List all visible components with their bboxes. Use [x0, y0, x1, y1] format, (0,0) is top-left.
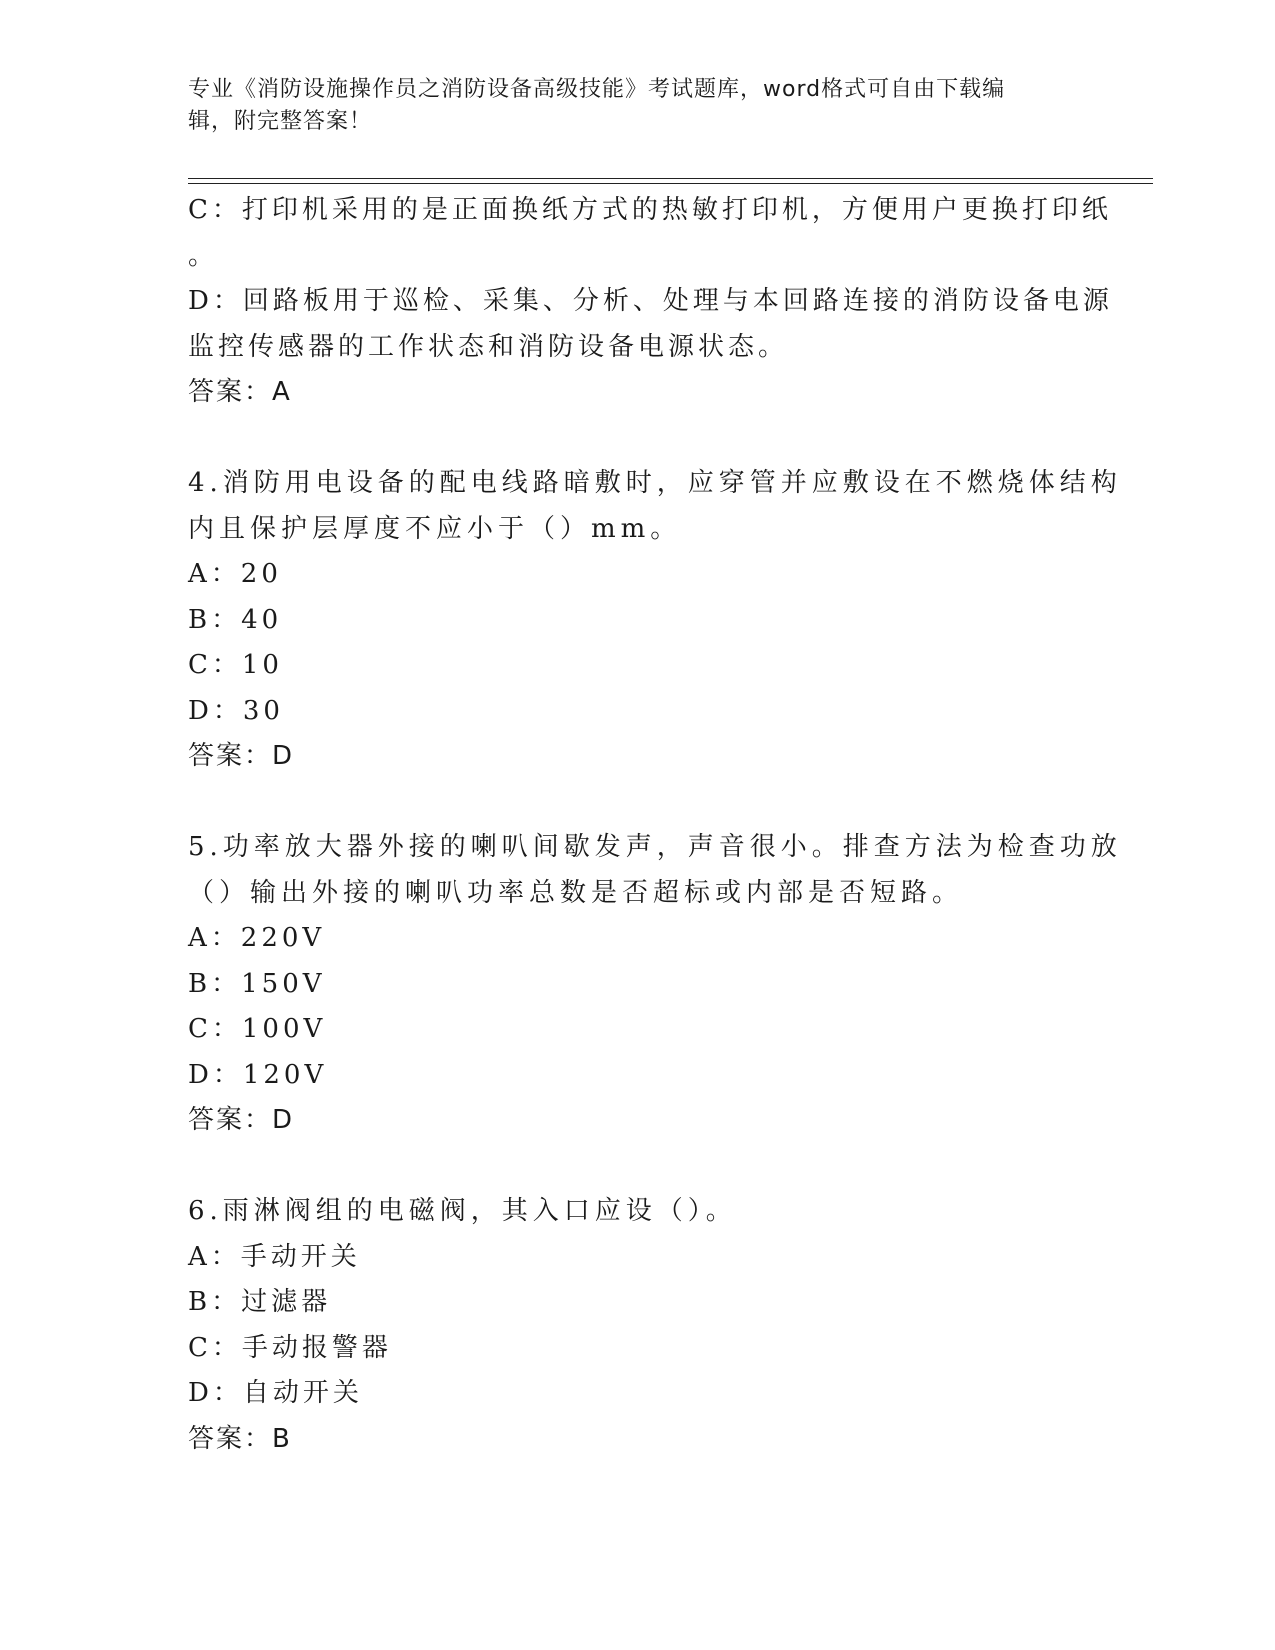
question-3-answer: 答案：A: [188, 377, 292, 407]
question-3-option-c: C：打印机采用的是正面换纸方式的热敏打印机，方便用户更换打印纸: [188, 195, 1112, 225]
question-6-option-b: B：过滤器: [188, 1287, 332, 1317]
question-6-option-d: D：自动开关: [188, 1378, 363, 1408]
question-4-option-b: B：40: [188, 604, 283, 635]
question-content: [188, 188, 1122, 1462]
question-5-stem: 5.功率放大器外接的喇叭间歇发声，声音很小。排查方法为检查功放: [188, 832, 1122, 862]
question-3-option-d-cont: 监控传感器的工作状态和消防设备电源状态。: [188, 331, 789, 362]
spacer: [188, 416, 1088, 462]
question-5: [188, 825, 1122, 1144]
question-4-option-a: A：20: [188, 559, 282, 589]
header-divider-bottom: [188, 183, 1153, 184]
question-5-option-a: A：220V: [188, 923, 326, 953]
question-4-option-c: C：10: [188, 650, 283, 680]
question-3-tail: [188, 188, 1113, 416]
question-4-stem: 4.消防用电设备的配电线路暗敷时，应穿管并应敷设在不燃烧体结构: [188, 468, 1122, 498]
spacer: [188, 780, 1088, 826]
document-header: [188, 74, 1068, 138]
question-3-option-d: D：回路板用于巡检、采集、分析、处理与本回路连接的消防设备电源: [188, 286, 1113, 316]
question-6-option-a: A：手动开关: [188, 1241, 361, 1272]
question-3-option-c-cont: 。: [188, 240, 219, 271]
question-6: [188, 1189, 1088, 1462]
header-line-1: 专业《消防设施操作员之消防设备高级技能》考试题库，word格式可自由下载编: [188, 77, 1006, 102]
question-5-stem-cont: （）输出外接的喇叭功率总数是否超标或内部是否短路。: [188, 877, 964, 908]
question-5-option-d: D：120V: [188, 1059, 328, 1090]
question-5-option-c: C：100V: [188, 1014, 327, 1044]
question-5-option-b: B：150V: [188, 968, 326, 999]
question-6-answer: 答案：B: [188, 1423, 292, 1454]
header-line-2: 辑，附完整答案！: [188, 109, 373, 134]
question-4: [188, 461, 1122, 780]
question-5-answer: 答案：D: [188, 1105, 295, 1135]
question-6-option-c: C：手动报警器: [188, 1332, 392, 1363]
question-4-answer: 答案：D: [188, 741, 295, 771]
question-6-stem: 6.雨淋阀组的电磁阀，其入口应设（）。: [188, 1196, 737, 1226]
header-divider-top: [188, 178, 1153, 179]
question-4-stem-cont: 内且保护层厚度不应小于（）mm。: [188, 513, 682, 544]
spacer: [188, 1144, 1088, 1190]
question-4-option-d: D：30: [188, 695, 284, 726]
